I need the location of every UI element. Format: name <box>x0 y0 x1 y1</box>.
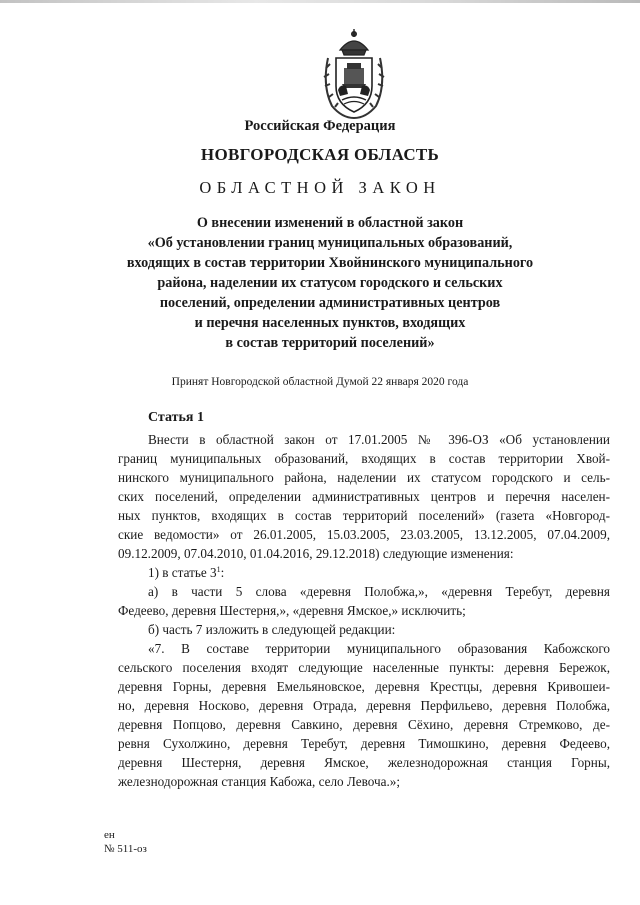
sub-item-a <box>118 582 610 620</box>
title-line: в состав территорий поселений» <box>225 335 435 351</box>
title-line: поселений, определении административных центров <box>159 295 501 311</box>
item-1 <box>118 563 610 582</box>
intro-paragraph <box>118 430 610 563</box>
title-line: и перечня населенных пунктов, входящих <box>194 315 466 331</box>
item-1-prefix: 1) в статье 3 <box>148 565 217 580</box>
title-line: района, наделении их статусом городского и сельских <box>157 275 503 291</box>
text-line: ревня Сухолжино, деревня Теребут, деревня Тимошкино, деревня Федеево, <box>118 736 610 751</box>
text-line: но, деревня Носково, деревня Отрада, деревня Перфильево, деревня Полобжа, <box>118 698 610 713</box>
document-type: ОБЛАСТНОЙ ЗАКОН <box>199 178 441 197</box>
text-line: деревня Шестерня, деревня Ямское, железнодорожная станция Горны, <box>118 755 610 770</box>
title-line: «Об установлении границ муниципальных образований, <box>147 235 513 251</box>
text-line: нинского муниципального района, наделении их статусом городского и сель- <box>118 470 610 485</box>
scan-edge <box>0 0 640 3</box>
title-line: входящих в состав территории Хвойнинского муниципального <box>126 255 534 271</box>
sub-item-b: б) часть 7 изложить в следующей редакции: <box>148 622 396 637</box>
text-line: 09.12.2009, 07.04.2010, 01.04.2016, 29.12.2018) следующие изменения: <box>118 546 514 561</box>
document-footer <box>104 828 147 856</box>
text-line: сельского поселения входят следующие населенные пункты: деревня Бережок, <box>118 660 610 675</box>
text-line: «7. В составе территории муниципального образования Кабожского <box>148 641 610 656</box>
title-line: О внесении изменений в областной закон <box>196 215 464 231</box>
item-1-suffix: : <box>220 565 225 580</box>
text-line: деревня Попцово, деревня Савкино, деревня Сёхино, деревня Стремково, де- <box>118 717 610 732</box>
region-label: НОВГОРОДСКАЯ ОБЛАСТЬ <box>200 145 440 164</box>
federation-label: Российская Федерация <box>244 118 396 134</box>
article-body <box>118 430 610 791</box>
text-line: ские ведомости» от 26.01.2005, 15.03.2005, 23.03.2005, 13.12.2005, 07.04.2009, <box>118 527 610 542</box>
quoted-part-7 <box>118 639 610 791</box>
text-line: ных пунктов, входящих в состав территорий поселений» (газета «Новгород- <box>118 508 610 523</box>
item-1-superscript: 1 <box>216 565 221 574</box>
text-line: железнодорожная станция Кабожа, село Левоча.»; <box>118 774 401 789</box>
article-heading: Статья 1 <box>148 410 204 425</box>
law-number: № 511-оз <box>104 843 147 855</box>
adoption-note: Принят Новгородской областной Думой 22 января 2020 года <box>171 376 469 388</box>
text-line: деревня Горны, деревня Емельяновское, деревня Крестцы, деревня Кривошеи- <box>118 679 610 694</box>
text-line: Внести в областной закон от 17.01.2005 № 396-ОЗ «Об установлении <box>148 432 610 447</box>
text-line: ских поселений, определении административных центров и перечня населен- <box>118 489 610 504</box>
text-line: а) в части 5 слова «деревня Полобжа,», «деревня Теребут, деревня <box>148 584 610 599</box>
coat-of-arms-icon <box>318 28 390 120</box>
text-line: Федеево, деревня Шестерня,», «деревня Ямское,» исключить; <box>118 603 466 618</box>
footer-initials: ен <box>104 829 115 841</box>
text-line: границ муниципальных образований, входящих в состав территории Хвой- <box>118 451 610 466</box>
law-title <box>100 213 560 353</box>
